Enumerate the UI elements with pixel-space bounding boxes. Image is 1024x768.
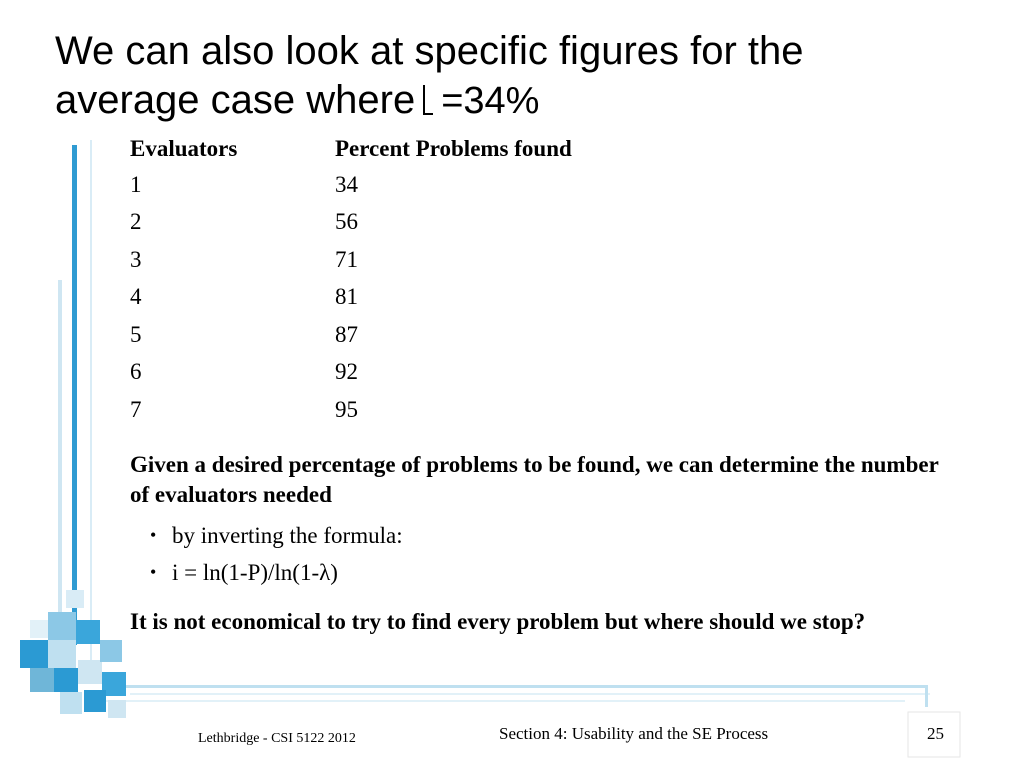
cell-percent: 71 [335,246,358,272]
page-number: 25 [927,724,944,743]
cell-percent: 87 [335,321,358,347]
paragraph-economical: It is not economical to try to find every problem but where should we stop? [130,609,866,634]
table-row [130,166,735,204]
header-percent: Percent Problems found [335,136,572,161]
footer-course: Lethbridge - CSI 5122 2012 [198,731,356,746]
cell-evaluators: 7 [130,396,142,422]
cell-percent: 34 [335,171,358,197]
table-row [130,241,735,279]
bullet-text: i = ln(1-P)/ln(1-λ) [172,559,338,585]
title-line-2 [55,76,955,126]
bullet-item [150,517,403,554]
table-row [130,391,735,429]
cell-evaluators: 2 [130,209,142,235]
lambda-glyph-missing-icon [423,85,433,115]
table-row [130,316,735,354]
table-row [130,204,735,242]
cell-evaluators: 1 [130,171,142,197]
cell-evaluators: 3 [130,246,142,272]
footer-section: Section 4: Usability and the SE Process [499,724,769,743]
cell-evaluators: 6 [130,359,142,385]
bullet-dot-icon: • [150,525,157,545]
title-line-2-suffix: =34% [441,80,540,122]
table-row [130,279,735,317]
cell-percent: 56 [335,209,358,235]
bullet-list [150,517,403,591]
cell-percent: 92 [335,359,358,385]
slide-title [55,27,955,126]
evaluators-table [130,132,735,429]
title-line-1: We can also look at specific figures for the [55,29,804,73]
cell-percent: 95 [335,396,358,422]
bullet-item [150,554,403,591]
cell-evaluators: 4 [130,284,142,310]
cell-evaluators: 5 [130,321,142,347]
title-line-2-prefix: average case where [55,78,416,122]
cell-percent: 81 [335,284,358,310]
header-evaluators: Evaluators [130,136,238,161]
paragraph-evaluators-needed: Given a desired percentage of problems to be found, we can determine the number of evaluators needed [130,452,939,507]
bullet-dot-icon: • [150,562,157,582]
bullet-text: by inverting the formula: [172,522,403,548]
table-row [130,354,735,392]
table-header [130,132,735,166]
